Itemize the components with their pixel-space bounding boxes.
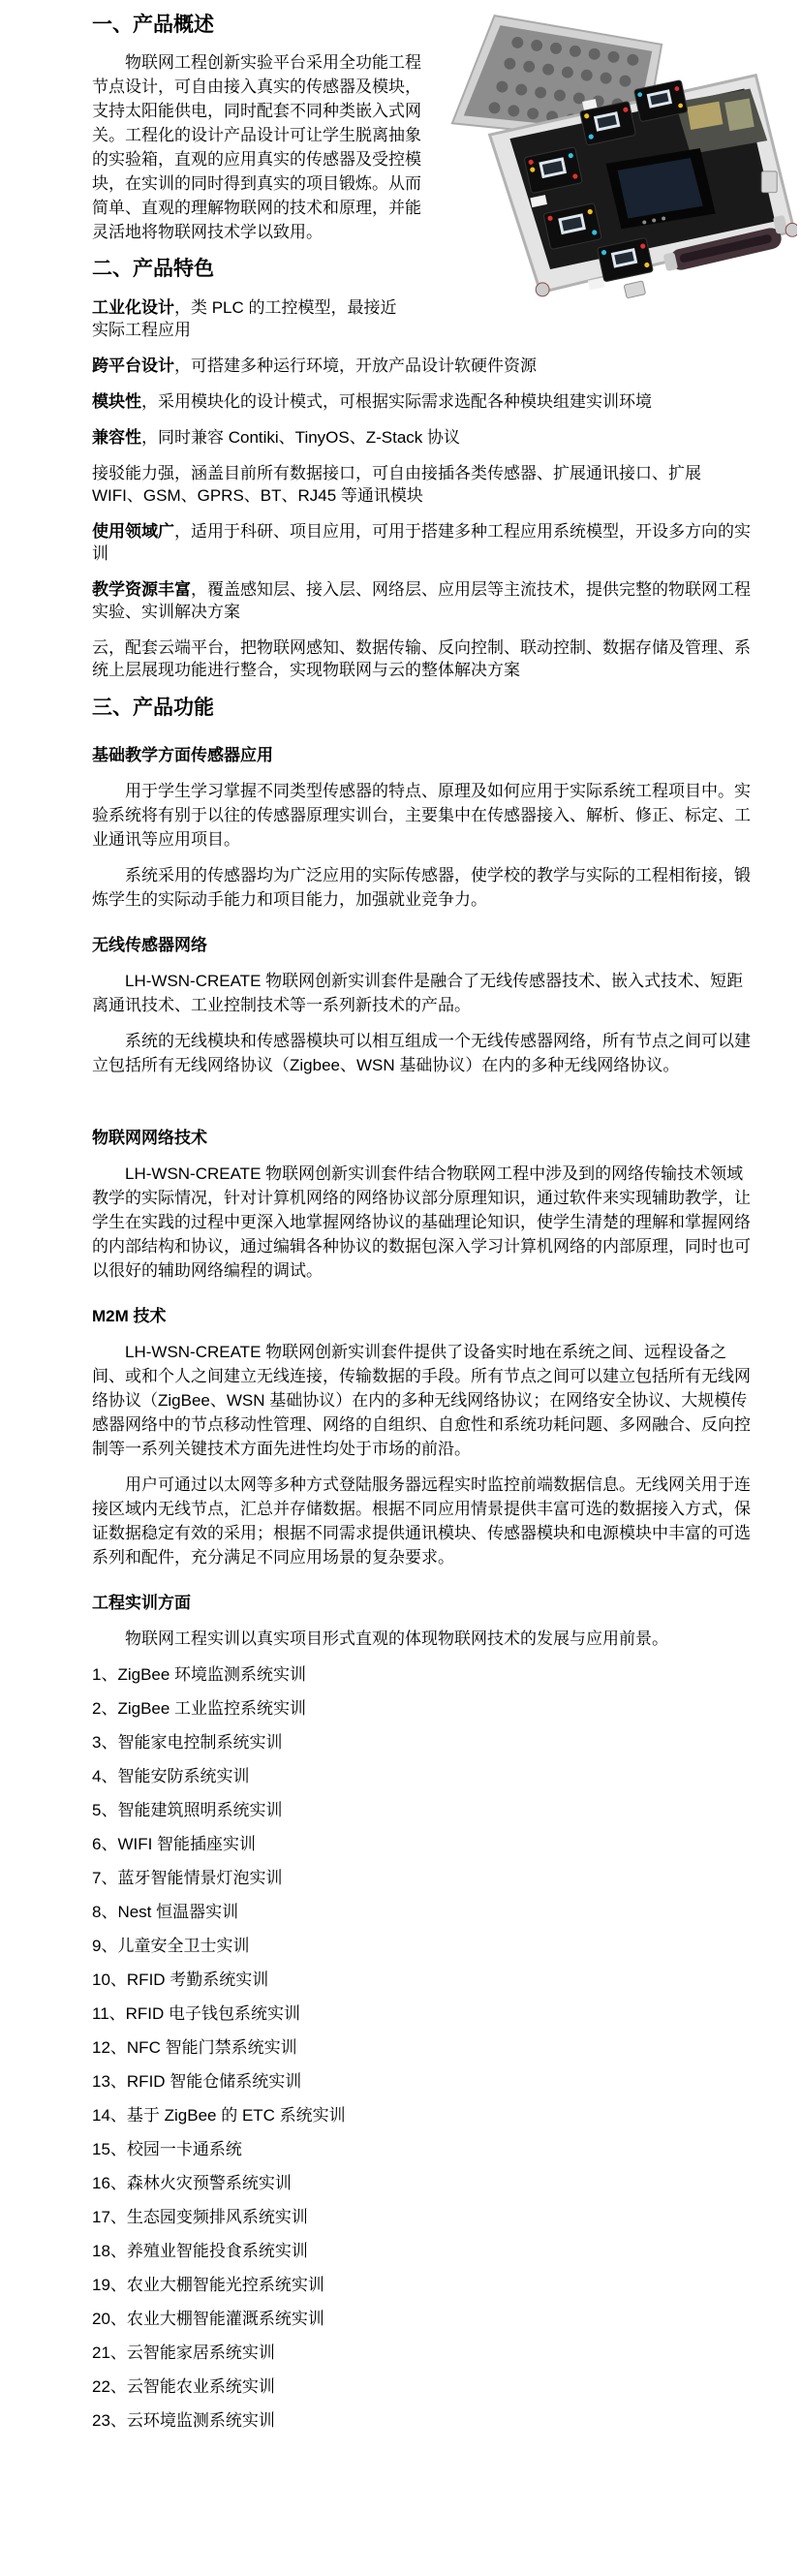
- training-item: 23、云环境监测系统实训: [92, 2411, 275, 2430]
- product-photo: [437, 8, 797, 301]
- training-item: 2、ZigBee 工业监控系统实训: [92, 1699, 307, 1718]
- training-intro: 物联网工程实训以真实项目形式直观的体现物联网技术的发展与应用前景。: [125, 1629, 668, 1648]
- training-item: 8、Nest 恒温器实训: [92, 1903, 239, 1921]
- subsection-heading-m2m: M2M 技术: [92, 1307, 167, 1325]
- feature-text: ，同时兼容 Contiki、TinyOS、Z-Stack 协议: [141, 428, 461, 447]
- feature-item: [92, 296, 412, 341]
- section-heading-features: 二、产品特色: [92, 258, 214, 280]
- training-item: 9、儿童安全卫士实训: [92, 1937, 250, 1955]
- training-item: 12、NFC 智能门禁系统实训: [92, 2038, 297, 2057]
- section-heading-overview: 一、产品概述: [92, 14, 214, 36]
- subsection-paragraph: 系统采用的传感器均为广泛应用的实际传感器，使学校的教学与实际的工程相衔接，锻炼学生的实际动手能力和项目能力，加强就业竞争力。: [92, 866, 751, 909]
- subsection-paragraph: 用于学生学习掌握不同类型传感器的特点、原理及如何应用于实际系统工程项目中。实验系统将有别于以往的传感器原理实训台，主要集中在传感器接入、解析、修正、标定、工业通讯等应用项目。: [92, 782, 751, 849]
- subsection-paragraph: LH-WSN-CREATE 物联网创新实训套件是融合了无线传感器技术、嵌入式技术、短距离通讯技术、工业控制技术等一系列新技术的产品。: [92, 972, 744, 1014]
- training-item: 15、校园一卡通系统: [92, 2140, 242, 2158]
- feature-item: [92, 520, 751, 565]
- training-item: 5、智能建筑照明系统实训: [92, 1801, 283, 1819]
- feature-item: [92, 390, 751, 413]
- training-item: 18、养殖业智能投食系统实训: [92, 2242, 308, 2260]
- training-item: 16、森林火灾预警系统实训: [92, 2174, 292, 2192]
- training-item: 11、RFID 电子钱包系统实训: [92, 2004, 301, 2023]
- overview-paragraph: 物联网工程创新实验平台采用全功能工程节点设计，可自由接入真实的传感器及模块，支持太阳能供电，同时配套不同种类嵌入式网关。工程化的设计产品设计可让学生脱离抽象的实验箱，直观的应用真实的传感器及受控模块，在实训的同时得到真实的项目锻炼。从而简单、直观的理解物联网的技术和原理，并能灵活地将物联网技术学以致用。: [92, 53, 421, 241]
- feature-text: ，可搭建多种运行环境，开放产品设计软硬件资源: [174, 357, 537, 375]
- feature-item: [92, 462, 751, 507]
- feature-text: 接驳能力强，涵盖目前所有数据接口，可自由接插各类传感器、扩展通讯接口、扩展 WIFI、GSM、GPRS、BT、RJ45 等通讯模块: [92, 464, 701, 505]
- training-item: 7、蓝牙智能情景灯泡实训: [92, 1869, 283, 1887]
- training-item: 10、RFID 考勤系统实训: [92, 1971, 269, 1989]
- subsection-heading-wsn: 无线传感器网络: [92, 936, 207, 954]
- feature-lead: 工业化设计: [92, 298, 174, 317]
- section-heading-functions: 三、产品功能: [92, 697, 214, 719]
- feature-lead: 使用领域广: [92, 522, 174, 541]
- feature-item: [92, 636, 751, 681]
- feature-lead: 跨平台设计: [92, 357, 174, 375]
- subsection-paragraph: LH-WSN-CREATE 物联网创新实训套件结合物联网工程中涉及到的网络传输技术领域教学的实际情况，针对计算机网络的网络协议部分原理知识，通过软件来实现辅助教学，让学生在实践的过程中更深入地掌握网络协议的基础理论知识，使学生清楚的理解和掌握网络的内部结构和协议，通过编辑各种协议的数据包深入学习计算机网络的内部原理，同时也可以很好的辅助网络编程的调试。: [92, 1164, 751, 1280]
- training-list: [92, 1662, 751, 2433]
- feature-lead: 模块性: [92, 392, 141, 411]
- feature-lead: 教学资源丰富: [92, 580, 191, 599]
- training-item: 21、云智能家居系统实训: [92, 2343, 275, 2362]
- training-item: 22、云智能农业系统实训: [92, 2377, 275, 2396]
- feature-lead: 兼容性: [92, 428, 141, 447]
- training-item: 6、WIFI 智能插座实训: [92, 1835, 257, 1853]
- subsection-paragraph: 用户可通过以太网等多种方式登陆服务器远程实时监控前端数据信息。无线网关用于连接区域内无线节点，汇总并存储数据。根据不同应用情景提供丰富可选的数据接入方式，保证数据稳定有效的采用；根据不同需求提供通讯模块、传感器模块和电源模块中丰富的可选系列和配件，充分满足不同应用场景的复杂要求。: [92, 1475, 751, 1567]
- feature-text: ，覆盖感知层、接入层、网络层、应用层等主流技术，提供完整的物联网工程实验、实训解决方案: [92, 580, 751, 621]
- subsection-heading-training: 工程实训方面: [92, 1594, 191, 1612]
- training-item: 4、智能安防系统实训: [92, 1767, 250, 1785]
- aluminum-case-illustration: [437, 8, 797, 301]
- training-item: 14、基于 ZigBee 的 ETC 系统实训: [92, 2106, 346, 2125]
- training-item: 1、ZigBee 环境监测系统实训: [92, 1665, 307, 1684]
- subsection-paragraph: LH-WSN-CREATE 物联网创新实训套件提供了设备实时地在系统之间、远程设备之间、或和个人之间建立无线连接，传输数据的手段。所有节点之间可以建立包括所有无线网络协议（ZigBee、WSN 基础协议）在内的多种无线网络协议；在网络安全协议、大规模传感器网络中的节点移动性管理、网络的自组织、自愈性和系统功耗问题、多网融合、反向控制等一系列关键技术方面先进性均处于市场的前沿。: [92, 1343, 751, 1458]
- feature-text: ，适用于科研、项目应用，可用于搭建多种工程应用系统模型，开设多方向的实训: [92, 522, 751, 563]
- feature-item: [92, 355, 751, 377]
- subsection-heading-iot-network: 物联网网络技术: [92, 1129, 207, 1147]
- subsection-paragraph: 系统的无线模块和传感器模块可以相互组成一个无线传感器网络，所有节点之间可以建立包括所有无线网络协议（Zigbee、WSN 基础协议）在内的多种无线网络协议。: [92, 1032, 751, 1074]
- training-item: 17、生态园变频排风系统实训: [92, 2208, 308, 2226]
- training-item: 13、RFID 智能仓储系统实训: [92, 2072, 302, 2091]
- feature-item: [92, 426, 751, 449]
- subsection-heading-sensors: 基础教学方面传感器应用: [92, 746, 273, 764]
- training-item: 19、农业大棚智能光控系统实训: [92, 2276, 324, 2294]
- feature-text: ，采用模块化的设计模式，可根据实际需求选配各种模块组建实训环境: [141, 392, 652, 411]
- feature-text: 云，配套云端平台，把物联网感知、数据传输、反向控制、联动控制、数据存储及管理、系统上层展现功能进行整合，实现物联网与云的整体解决方案: [92, 638, 751, 679]
- feature-item: [92, 578, 751, 623]
- training-item: 20、农业大棚智能灌溉系统实训: [92, 2310, 324, 2328]
- feature-text: ，类 PLC 的工控模型，最接近实际工程应用: [92, 298, 397, 339]
- training-item: 3、智能家电控制系统实训: [92, 1733, 283, 1752]
